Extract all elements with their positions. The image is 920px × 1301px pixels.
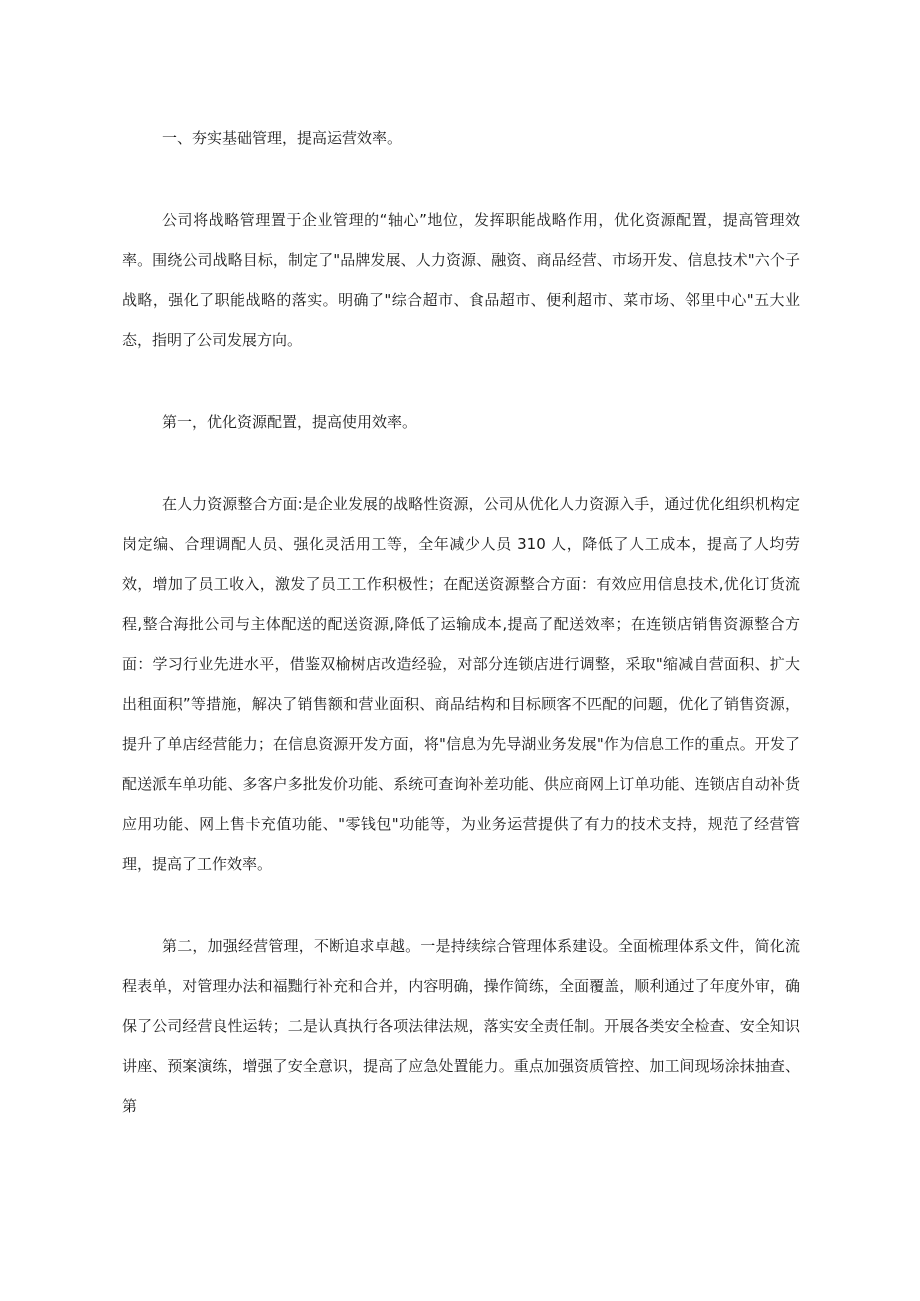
paragraph-strategy: 公司将战略管理置于企业管理的“轴心”地位，发挥职能战略作用，优化资源配置，提高管理效率。围绕公司战略目标，制定了"品牌发展、人力资源、融资、商品经营、市场开发、信息技术"六个子战略，强化了职能战略的落实。明确了"综合超市、食品超市、便利超市、菜市场、邻里中心"五大业态，指明了公司发展方向。 xyxy=(122,211,800,349)
paragraph-management: 第二，加强经营管理，不断追求卓越。一是持续综合管理体系建设。全面梳理体系文件，简化流程表单，对管理办法和福黜行补充和合并，内容明确，操作简练，全面覆盖，顺利通过了年度外审，确保了公司经营良性运转；二是认真执行各项法律法规，落实安全责任制。开展各类安全检查、安全知识讲座、预案演练，增强了安全意识，提高了应急处置能力。重点加强资质管控、加工间现场涂抹抽查、第 xyxy=(122,937,800,1115)
subsection-heading-first: 第一，优化资源配置，提高使用效率。 xyxy=(162,413,418,431)
document-body xyxy=(122,118,800,1168)
section-heading: 一、夯实基础管理，提高运营效率。 xyxy=(162,129,403,147)
paragraph-resources: 在人力资源整合方面:是企业发展的战略性资源，公司从优化人力资源入手，通过优化组织机构定岗定编、合理调配人员、强化灵活用工等，全年减少人员 310 人，降低了人工成本，提高了人均劳效，增加了员工收入，激发了员工工作积极性；在配送资源整合方面：有效应用信息技术,优化订货流程,整合海批公司与主体配送的配送资源,降低了运输成本,提高了配送效率；在连锁店销售资源整合方面：学习行业先进水平，借鉴双榆树店改造经验，对部分连锁店进行调整，采取"缩减自营面积、扩大出租面积”等措施，解决了销售额和营业面积、商品结构和目标顾客不匹配的问题，优化了销售资源，提升了单店经营能力；在信息资源开发方面，将"信息为先导湖业务发展"作为信息工作的重点。开发了配送派车单功能、多客户多批发价功能、系统可查询补差功能、供应商网上订单功能、连锁店自动补货应用功能、网上售卡充值功能、"零钱包"功能等，为业务运营提供了有力的技术支持，规范了经营管理，提高了工作效率。 xyxy=(122,495,800,873)
